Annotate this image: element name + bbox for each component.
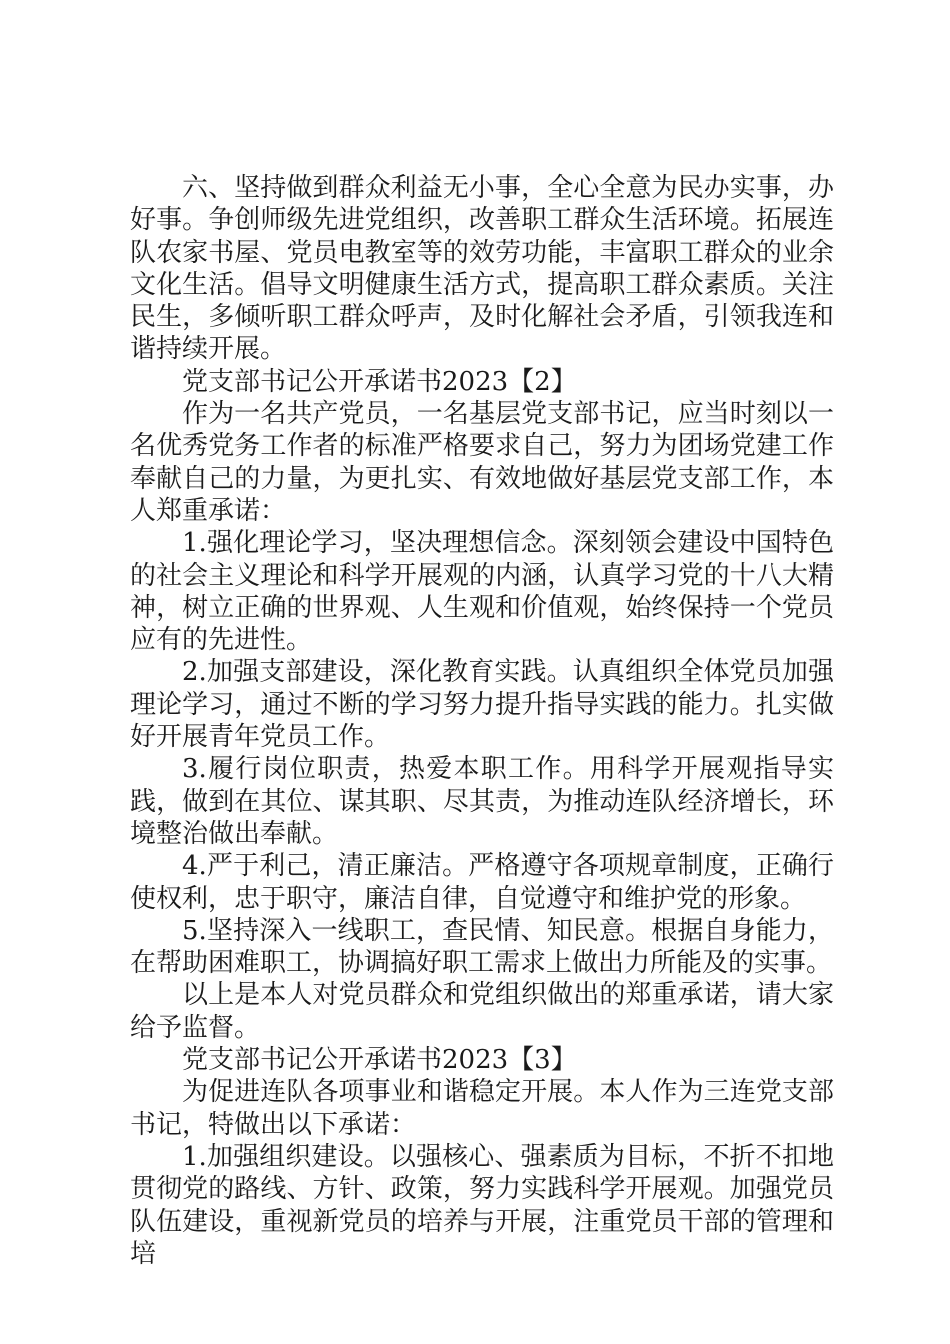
commitment-item-4: 4.严于利己，清正廉洁。严格遵守各项规章制度，正确行使权利，忠于职守，廉洁自律，自觉遵守和维护党的形象。 (130, 851, 834, 914)
commitment-item-2: 2.加强支部建设，深化教育实践。认真组织全体党员加强理论学习，通过不断的学习努力提升指导实践的能力。扎实做好开展青年党员工作。 (130, 657, 834, 753)
paragraph-item-six: 六、坚持做到群众利益无小事，全心全意为民办实事，办好事。争创师级先进党组织，改善职工群众生活环境。拓展连队农家书屋、党员电教室等的效劳功能，丰富职工群众的业余文化生活。倡导文明健康生活方式，提高职工群众素质。关注民生，多倾听职工群众呼声，及时化解社会矛盾，引领我连和谐持续开展。 (130, 173, 834, 365)
document-body (130, 172, 834, 1270)
closing-paragraph: 以上是本人对党员群众和党组织做出的郑重承诺，请大家给予监督。 (130, 980, 834, 1043)
section-heading-2: 党支部书记公开承诺书2023【2】 (182, 366, 577, 397)
commitment-item-3: 3.履行岗位职责，热爱本职工作。用科学开展观指导实践，做到在其位、谋其职、尽其责，为推动连队经济增长，环境整治做出奉献。 (130, 754, 834, 849)
intro-paragraph-3: 为促进连队各项事业和谐稳定开展。本人作为三连党支部书记，特做出以下承诺： (130, 1077, 834, 1140)
section-heading-3: 党支部书记公开承诺书2023【3】 (182, 1045, 577, 1076)
commitment-item-1: 1.强化理论学习，坚决理想信念。深刻领会建设中国特色的社会主义理论和科学开展观的内涵，认真学习党的十八大精神，树立正确的世界观、人生观和价值观，始终保持一个党员应有的先进性。 (130, 528, 834, 656)
commitment-item-5: 5.坚持深入一线职工，查民情、知民意。根据自身能力，在帮助困难职工，协调搞好职工需求上做出力所能及的实事。 (130, 915, 834, 979)
commitment-item-1-section-3: 1.加强组织建设。以强核心、强素质为目标，不折不扣地贯彻党的路线、方针、政策，努力实践科学开展观。加强党员队伍建设，重视新党员的培养与开展，注重党员干部的管理和培 (130, 1141, 834, 1269)
intro-paragraph-2: 作为一名共产党员，一名基层党支部书记，应当时刻以一名优秀党务工作者的标准严格要求自己，努力为团场党建工作奉献自己的力量，为更扎实、有效地做好基层党支部工作，本人郑重承诺： (130, 399, 834, 526)
